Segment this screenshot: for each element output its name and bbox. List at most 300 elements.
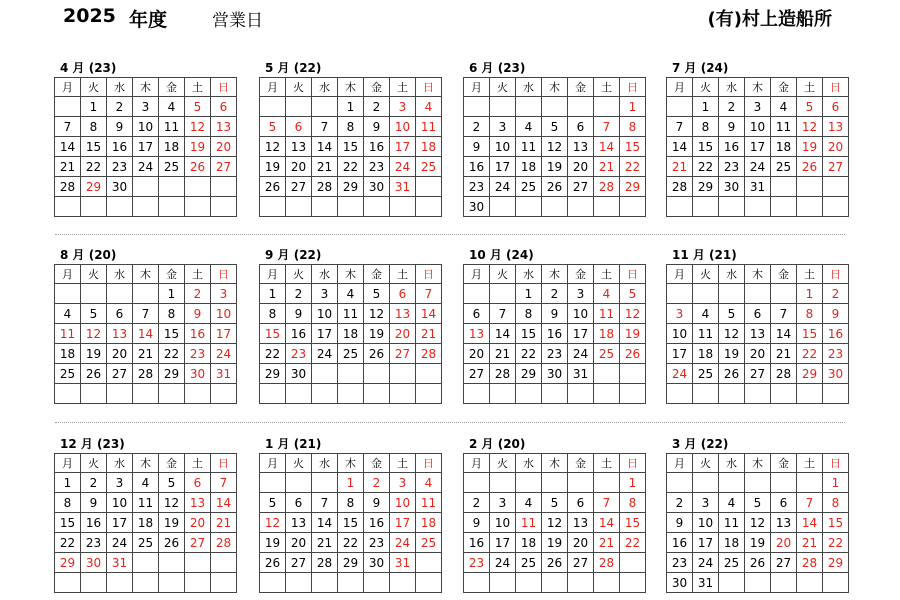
month-table (259, 77, 442, 217)
day-cell: 25 (133, 533, 159, 553)
weekday-header: 月 (55, 78, 81, 97)
day-cell: 26 (364, 344, 390, 364)
day-cell: 2 (286, 284, 312, 304)
week-row (667, 324, 849, 344)
day-cell: 25 (338, 344, 364, 364)
day-cell (771, 177, 797, 197)
day-cell: 14 (797, 513, 823, 533)
day-cell: 12 (185, 117, 211, 137)
day-cell (568, 473, 594, 493)
month-title: 11 月 (21) (672, 248, 737, 262)
weekday-header: 土 (185, 78, 211, 97)
day-cell: 5 (185, 97, 211, 117)
day-cell: 22 (620, 533, 646, 553)
day-cell (416, 364, 442, 384)
day-cell: 6 (771, 493, 797, 513)
day-cell: 28 (594, 177, 620, 197)
day-cell: 15 (81, 137, 107, 157)
day-cell: 7 (133, 304, 159, 324)
day-cell (364, 573, 390, 593)
day-cell: 18 (133, 513, 159, 533)
day-cell (464, 384, 490, 404)
day-cell (55, 384, 81, 404)
week-row (260, 137, 442, 157)
day-cell: 10 (490, 513, 516, 533)
weekday-header: 水 (719, 454, 745, 473)
week-row (464, 364, 646, 384)
weekday-header: 水 (719, 78, 745, 97)
day-cell (568, 573, 594, 593)
day-cell (390, 384, 416, 404)
day-cell: 7 (594, 117, 620, 137)
day-cell (211, 573, 237, 593)
day-cell (312, 573, 338, 593)
day-cell (771, 384, 797, 404)
weekday-header: 月 (55, 265, 81, 284)
day-cell (490, 97, 516, 117)
day-cell: 22 (797, 344, 823, 364)
day-cell: 3 (211, 284, 237, 304)
day-cell: 27 (286, 177, 312, 197)
day-cell: 8 (823, 493, 849, 513)
month-calendar (666, 436, 845, 593)
company-name: (有)村上造船所 (707, 9, 832, 30)
week-row (55, 197, 237, 217)
day-cell: 7 (771, 304, 797, 324)
day-cell (185, 573, 211, 593)
day-cell: 17 (568, 324, 594, 344)
month-calendar (463, 436, 642, 593)
day-cell: 10 (745, 117, 771, 137)
day-cell: 5 (260, 117, 286, 137)
day-cell: 14 (490, 324, 516, 344)
day-cell: 4 (594, 284, 620, 304)
day-cell (464, 473, 490, 493)
day-cell: 7 (312, 493, 338, 513)
day-cell: 11 (55, 324, 81, 344)
day-cell (667, 384, 693, 404)
month-calendar (259, 247, 438, 404)
day-cell: 23 (81, 533, 107, 553)
day-cell (133, 553, 159, 573)
day-cell (620, 573, 646, 593)
day-cell: 23 (542, 344, 568, 364)
day-cell: 3 (745, 97, 771, 117)
day-cell: 26 (745, 553, 771, 573)
day-cell: 31 (390, 177, 416, 197)
day-cell: 11 (416, 493, 442, 513)
weekday-header: 月 (260, 454, 286, 473)
day-cell: 5 (542, 117, 568, 137)
weekday-header: 土 (594, 265, 620, 284)
day-cell: 26 (542, 177, 568, 197)
day-cell: 9 (107, 117, 133, 137)
day-cell: 20 (390, 324, 416, 344)
day-cell: 22 (159, 344, 185, 364)
week-row (667, 364, 849, 384)
day-cell: 14 (55, 137, 81, 157)
day-cell (797, 177, 823, 197)
day-cell: 14 (133, 324, 159, 344)
day-cell: 24 (211, 344, 237, 364)
weekday-header: 日 (823, 265, 849, 284)
day-cell: 17 (490, 157, 516, 177)
day-cell: 17 (693, 533, 719, 553)
month-calendar (54, 247, 233, 404)
day-cell: 26 (620, 344, 646, 364)
day-cell (185, 553, 211, 573)
weekday-header: 木 (133, 454, 159, 473)
day-cell: 31 (107, 553, 133, 573)
day-cell: 21 (312, 533, 338, 553)
day-cell: 9 (185, 304, 211, 324)
day-cell: 29 (159, 364, 185, 384)
day-cell: 8 (693, 117, 719, 137)
day-cell: 1 (693, 97, 719, 117)
day-cell (823, 384, 849, 404)
day-cell: 30 (542, 364, 568, 384)
week-row (667, 197, 849, 217)
weekday-header: 日 (211, 265, 237, 284)
day-cell (542, 573, 568, 593)
day-cell (81, 197, 107, 217)
weekday-header: 金 (771, 265, 797, 284)
weekday-header: 木 (338, 78, 364, 97)
day-cell: 28 (594, 553, 620, 573)
week-row (55, 473, 237, 493)
day-cell: 30 (667, 573, 693, 593)
day-cell (594, 384, 620, 404)
day-cell (797, 384, 823, 404)
week-row (260, 117, 442, 137)
week-row (667, 573, 849, 593)
day-cell: 25 (693, 364, 719, 384)
day-cell: 5 (719, 304, 745, 324)
week-row (260, 473, 442, 493)
day-cell: 24 (133, 157, 159, 177)
day-cell: 14 (594, 513, 620, 533)
day-cell: 8 (260, 304, 286, 324)
day-cell: 15 (338, 137, 364, 157)
day-cell (719, 197, 745, 217)
day-cell: 27 (185, 533, 211, 553)
day-cell: 10 (107, 493, 133, 513)
day-cell: 20 (185, 513, 211, 533)
day-cell: 1 (338, 97, 364, 117)
day-cell: 10 (211, 304, 237, 324)
day-cell (416, 384, 442, 404)
week-row (260, 157, 442, 177)
day-cell: 29 (823, 553, 849, 573)
day-cell: 23 (719, 157, 745, 177)
day-cell (55, 284, 81, 304)
day-cell: 9 (823, 304, 849, 324)
day-cell (490, 473, 516, 493)
day-cell: 12 (260, 513, 286, 533)
day-cell: 12 (364, 304, 390, 324)
week-row (55, 533, 237, 553)
day-cell (107, 573, 133, 593)
day-cell (745, 284, 771, 304)
day-cell: 21 (416, 324, 442, 344)
day-cell: 6 (464, 304, 490, 324)
day-cell: 28 (211, 533, 237, 553)
month-calendar (463, 60, 642, 217)
day-cell: 3 (490, 117, 516, 137)
day-cell: 30 (107, 177, 133, 197)
day-cell: 4 (416, 97, 442, 117)
day-cell: 20 (107, 344, 133, 364)
day-cell: 12 (542, 513, 568, 533)
week-row (260, 324, 442, 344)
week-row (667, 513, 849, 533)
day-cell: 27 (286, 553, 312, 573)
day-cell: 22 (693, 157, 719, 177)
day-cell (260, 97, 286, 117)
day-cell: 7 (312, 117, 338, 137)
day-cell (107, 197, 133, 217)
week-row (667, 177, 849, 197)
week-row (260, 513, 442, 533)
day-cell: 12 (745, 513, 771, 533)
day-cell (620, 553, 646, 573)
day-cell (364, 197, 390, 217)
week-row (260, 177, 442, 197)
weekday-header: 水 (107, 78, 133, 97)
day-cell (594, 473, 620, 493)
day-cell: 7 (416, 284, 442, 304)
day-cell: 19 (260, 533, 286, 553)
day-cell: 4 (516, 493, 542, 513)
day-cell: 15 (620, 137, 646, 157)
weekday-header: 水 (107, 454, 133, 473)
week-row (260, 197, 442, 217)
weekday-header: 土 (594, 454, 620, 473)
weekday-header: 水 (312, 78, 338, 97)
day-cell (211, 384, 237, 404)
month-table (666, 264, 849, 404)
day-cell (260, 473, 286, 493)
week-row (667, 304, 849, 324)
day-cell: 24 (390, 533, 416, 553)
weekday-header: 月 (464, 454, 490, 473)
day-cell (364, 364, 390, 384)
weekday-header: 月 (55, 454, 81, 473)
day-cell: 24 (667, 364, 693, 384)
day-cell: 6 (185, 473, 211, 493)
day-cell (312, 473, 338, 493)
day-cell (745, 573, 771, 593)
day-cell (416, 177, 442, 197)
week-row (667, 493, 849, 513)
day-cell: 3 (568, 284, 594, 304)
day-cell: 21 (594, 157, 620, 177)
weekday-header: 木 (338, 454, 364, 473)
day-cell (133, 177, 159, 197)
day-cell: 21 (594, 533, 620, 553)
week-row (464, 197, 646, 217)
weekday-header: 日 (211, 78, 237, 97)
day-cell: 26 (159, 533, 185, 553)
day-cell: 12 (719, 324, 745, 344)
day-cell: 20 (568, 533, 594, 553)
week-row (55, 493, 237, 513)
day-cell: 23 (464, 177, 490, 197)
day-cell: 19 (620, 324, 646, 344)
day-cell: 22 (338, 533, 364, 553)
day-cell (516, 384, 542, 404)
day-cell: 9 (364, 493, 390, 513)
week-row (667, 137, 849, 157)
day-cell: 23 (823, 344, 849, 364)
weekday-header: 土 (390, 78, 416, 97)
weekday-header: 日 (823, 78, 849, 97)
day-cell: 9 (719, 117, 745, 137)
day-cell: 30 (719, 177, 745, 197)
day-cell (55, 573, 81, 593)
weekday-header: 水 (312, 454, 338, 473)
week-row (667, 97, 849, 117)
day-cell (464, 573, 490, 593)
day-cell: 14 (312, 137, 338, 157)
day-cell: 30 (364, 177, 390, 197)
day-cell: 12 (542, 137, 568, 157)
day-cell: 4 (693, 304, 719, 324)
day-cell: 28 (312, 177, 338, 197)
weekday-header: 火 (81, 454, 107, 473)
day-cell: 18 (594, 324, 620, 344)
weekday-header: 金 (771, 454, 797, 473)
day-cell: 18 (338, 324, 364, 344)
day-cell: 23 (364, 157, 390, 177)
week-row (464, 137, 646, 157)
day-cell (667, 197, 693, 217)
day-cell (516, 573, 542, 593)
day-cell: 29 (338, 177, 364, 197)
month-title: 6 月 (23) (469, 61, 526, 75)
weekday-header: 木 (745, 78, 771, 97)
day-cell: 11 (338, 304, 364, 324)
week-row (464, 344, 646, 364)
day-cell: 28 (312, 553, 338, 573)
day-cell: 28 (55, 177, 81, 197)
day-cell: 22 (620, 157, 646, 177)
day-cell (286, 197, 312, 217)
day-cell: 2 (823, 284, 849, 304)
day-cell: 16 (364, 137, 390, 157)
day-cell: 15 (797, 324, 823, 344)
day-cell: 17 (133, 137, 159, 157)
day-cell: 15 (823, 513, 849, 533)
day-cell (594, 364, 620, 384)
week-row (667, 384, 849, 404)
week-row (464, 284, 646, 304)
day-cell: 9 (464, 513, 490, 533)
day-cell (693, 473, 719, 493)
weekday-header: 火 (693, 454, 719, 473)
day-cell: 24 (693, 553, 719, 573)
month-table (463, 453, 646, 593)
day-cell: 4 (338, 284, 364, 304)
weekday-header: 水 (107, 265, 133, 284)
day-cell: 14 (667, 137, 693, 157)
week-row (464, 324, 646, 344)
day-cell: 28 (416, 344, 442, 364)
day-cell: 16 (185, 324, 211, 344)
day-cell (286, 384, 312, 404)
day-cell: 18 (55, 344, 81, 364)
week-row (55, 157, 237, 177)
day-cell (260, 573, 286, 593)
day-cell (745, 473, 771, 493)
day-cell (693, 284, 719, 304)
day-cell: 1 (159, 284, 185, 304)
day-cell: 2 (81, 473, 107, 493)
day-cell (416, 197, 442, 217)
day-cell (390, 197, 416, 217)
day-cell: 6 (107, 304, 133, 324)
day-cell: 3 (693, 493, 719, 513)
week-row (464, 473, 646, 493)
day-cell (464, 97, 490, 117)
day-cell: 13 (390, 304, 416, 324)
day-cell: 4 (159, 97, 185, 117)
day-cell: 13 (823, 117, 849, 137)
day-cell: 9 (286, 304, 312, 324)
day-cell: 28 (771, 364, 797, 384)
day-cell: 27 (390, 344, 416, 364)
month-title: 8 月 (20) (60, 248, 117, 262)
week-row (260, 553, 442, 573)
day-cell: 16 (823, 324, 849, 344)
day-cell: 23 (185, 344, 211, 364)
day-cell (693, 197, 719, 217)
day-cell: 5 (797, 97, 823, 117)
day-cell (823, 573, 849, 593)
day-cell (338, 197, 364, 217)
day-cell: 6 (568, 493, 594, 513)
day-cell: 22 (516, 344, 542, 364)
day-cell (390, 364, 416, 384)
day-cell: 11 (516, 137, 542, 157)
day-cell (159, 177, 185, 197)
day-cell: 13 (286, 137, 312, 157)
day-cell (107, 284, 133, 304)
day-cell: 17 (490, 533, 516, 553)
day-cell: 24 (107, 533, 133, 553)
day-cell: 25 (416, 157, 442, 177)
day-cell: 23 (286, 344, 312, 364)
day-cell: 6 (745, 304, 771, 324)
day-cell: 5 (159, 473, 185, 493)
day-cell: 21 (133, 344, 159, 364)
weekday-header: 木 (542, 78, 568, 97)
month-calendar (259, 436, 438, 593)
weekday-header: 木 (745, 265, 771, 284)
month-calendar (54, 60, 233, 217)
day-cell: 19 (185, 137, 211, 157)
day-cell: 19 (719, 344, 745, 364)
day-cell: 14 (416, 304, 442, 324)
day-cell (719, 284, 745, 304)
day-cell: 3 (390, 97, 416, 117)
weekday-header: 水 (312, 265, 338, 284)
day-cell: 7 (211, 473, 237, 493)
day-cell: 26 (797, 157, 823, 177)
weekday-header: 土 (797, 454, 823, 473)
day-cell: 9 (364, 117, 390, 137)
day-cell: 25 (516, 177, 542, 197)
